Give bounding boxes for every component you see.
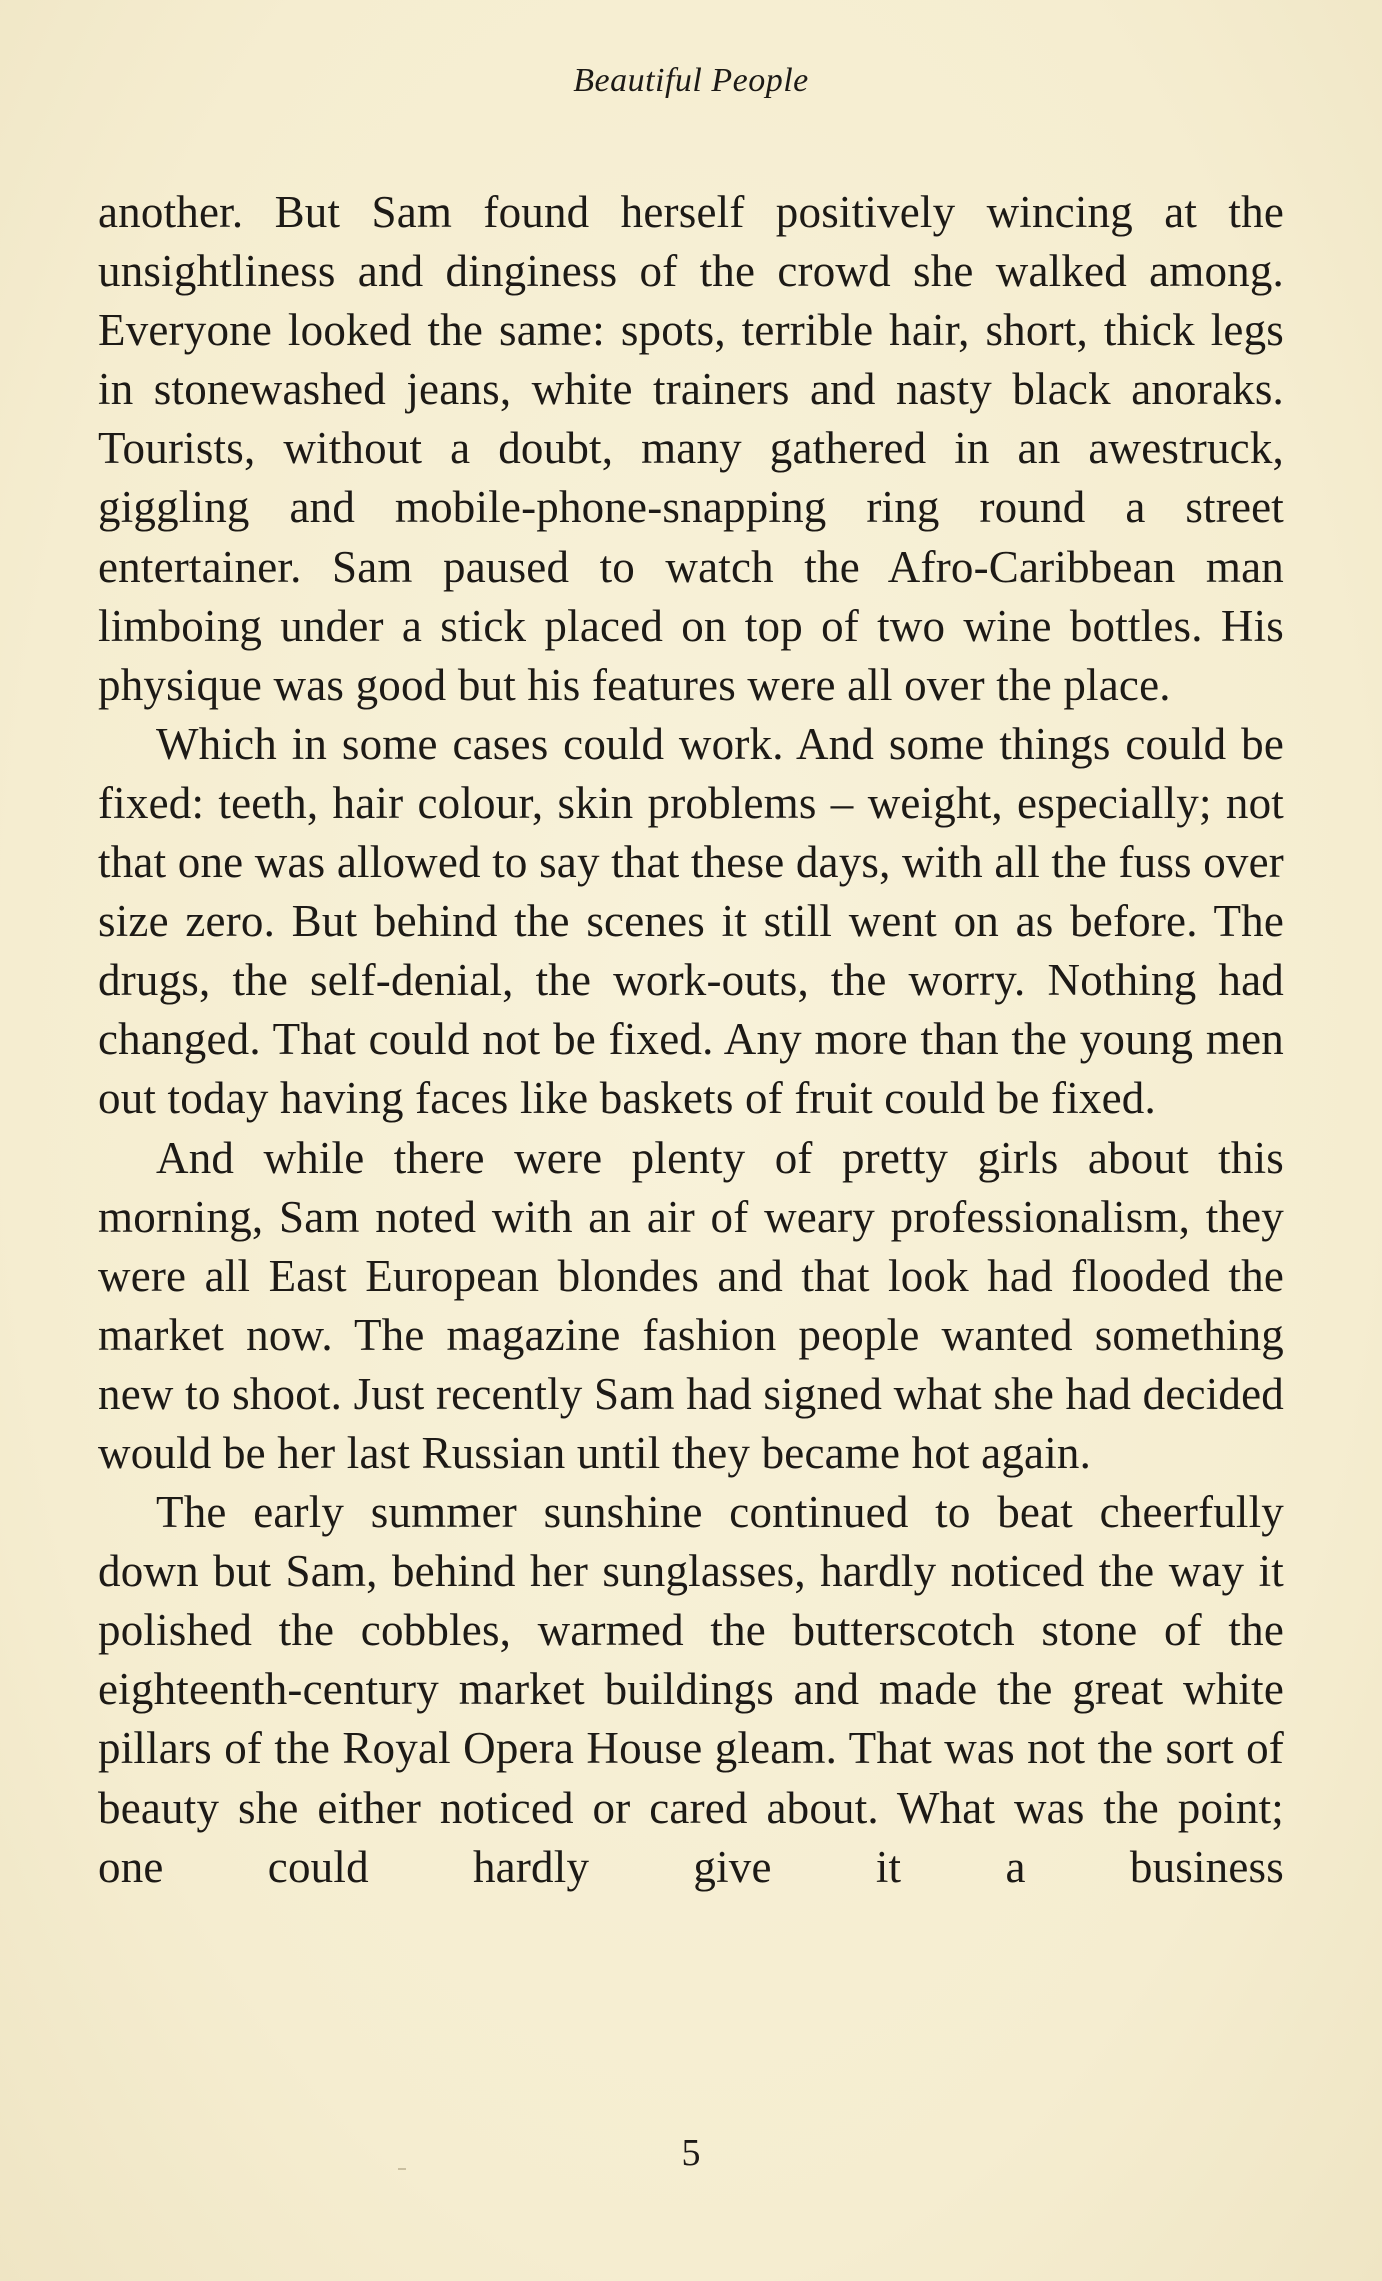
page-number: 5 <box>681 2132 701 2174</box>
paragraph-1: another. But Sam found herself positively wincing at the unsightliness and dinginess of the crowd she walked among. Everyone looked the same: spots, terrible hair, short, thick legs in stonewashed jeans, white trainers and nasty black anoraks. Tourists, without a doubt, many gathered in an awestruck, giggling and mobile-phone-snapping ring round a street entertainer. Sam paused to watch the Afro-Caribbean man limboing under a stick placed on top of two wine bottles. His physique was good but his features were all over the place. <box>98 187 1284 710</box>
running-head: Beautiful People <box>573 62 809 99</box>
paragraph-2: Which in some cases could work. And some things could be fixed: teeth, hair colour, skin problems – weight, especially; not that one was allowed to say that these days, with all the fuss over size zero. But behind the scenes it still went on as before. The drugs, the self-denial, the work-outs, the worry. Nothing had changed. That could not be fixed. Any more than the young men out today having faces like baskets of fruit could be fixed. <box>98 718 1284 1124</box>
paragraph-3: And while there were plenty of pretty girls about this morning, Sam noted with an air of weary professionalism, they were all East European blondes and that look had flooded the market now. The magazine fashion people wanted something new to shoot. Just recently Sam had signed what she had decided would be her last Russian until they became hot again. <box>98 1132 1284 1478</box>
body-text <box>98 183 1284 1897</box>
paragraph-4: The early summer sunshine continued to beat cheerfully down but Sam, behind her sunglasses, hardly noticed the way it polished the cobbles, warmed the butterscotch stone of the eighteenth-century market buildings and made the great white pillars of the Royal Opera House gleam. That was not the sort of beauty she either noticed or cared about. What was the point; one could hardly give it a business <box>98 1487 1284 1892</box>
